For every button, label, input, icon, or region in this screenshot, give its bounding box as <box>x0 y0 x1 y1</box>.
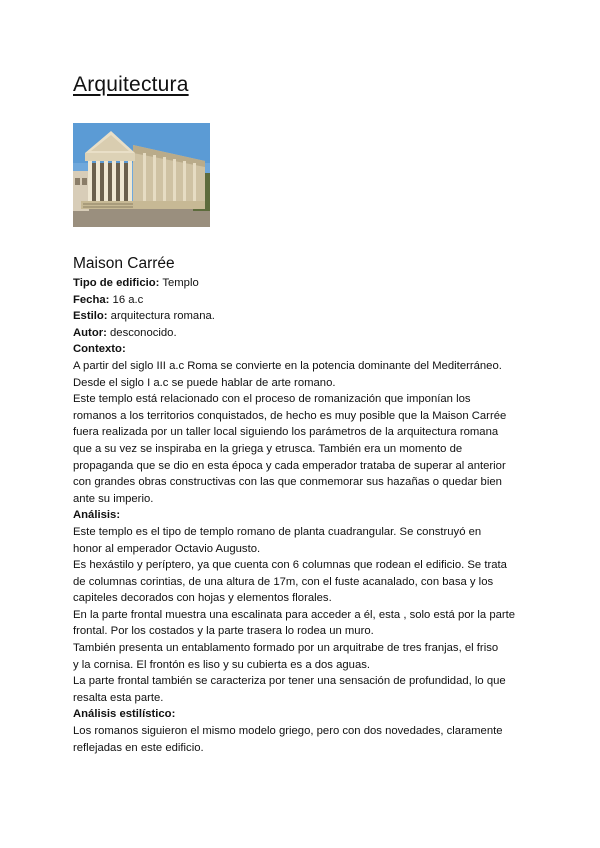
paragraph-line: También presenta un entablamento formado por un arquitrabe de tres franjas, el friso <box>73 642 499 655</box>
heading-text: Contexto: <box>73 343 126 356</box>
paragraph-line: resalta esta parte. <box>73 691 164 704</box>
paragraph-line: honor al emperador Octavio Augusto. <box>73 542 261 555</box>
page-title: Arquitectura <box>73 73 189 96</box>
paragraph-line: Este templo está relacionado con el proceso de romanización que imponían los <box>73 393 471 406</box>
paragraph-line: A partir del siglo III a.c Roma se convierte en la potencia dominante del Mediterráneo. <box>73 359 502 372</box>
section-heading-estilistico <box>73 706 533 723</box>
paragraph-line: Los romanos siguieron el mismo modelo griego, pero con dos novedades, claramente <box>73 725 503 738</box>
field-fecha <box>73 292 533 309</box>
field-label: Estilo: <box>73 310 108 323</box>
paragraph-line: que a su vez se inspiraba en la griega y etrusca. También era un momento de <box>73 442 463 455</box>
heading-text: Análisis: <box>73 509 121 522</box>
field-autor <box>73 325 533 342</box>
document-body <box>73 275 533 756</box>
paragraph-line: frontal. Por los costados y la parte trasera lo rodea un muro. <box>73 625 374 638</box>
field-label: Fecha: <box>73 293 110 306</box>
paragraph-line: La parte frontal también se caracteriza por tener una sensación de profundidad, lo que <box>73 675 506 688</box>
paragraph-line: reflejadas en este edificio. <box>73 741 204 754</box>
field-tipo <box>73 275 533 292</box>
paragraph-line: fuera realizada por un taller local siguiendo los parámetros de la arquitectura romana <box>73 426 499 439</box>
paragraph-line: y la cornisa. El frontón es liso y su cubierta es a dos aguas. <box>73 658 371 671</box>
field-value: 16 a.c <box>109 293 144 306</box>
field-label: Tipo de edificio: <box>73 277 160 289</box>
section-heading-contexto <box>73 341 533 358</box>
monument-name: Maison Carrée <box>73 255 175 272</box>
temple-photo <box>73 123 210 227</box>
paragraph-line: Es hexástilo y períptero, ya que cuenta con 6 columnas que rodean el edificio. Se trata <box>73 559 507 572</box>
paragraph-line: ante su imperio. <box>73 492 154 505</box>
paragraph-line: de columnas corintias, de una altura de 17m, con el fuste acanalado, con basa y los <box>73 575 494 588</box>
field-estilo <box>73 308 533 325</box>
paragraph-line: capiteles decorados con hojas y elementos florales. <box>73 592 332 605</box>
maison-carree-image <box>73 123 210 227</box>
field-value: Templo <box>159 277 199 289</box>
section-heading-analisis <box>73 507 533 524</box>
field-value: arquitectura romana. <box>107 310 215 323</box>
paragraph-line: propaganda que se dio en esta época y cada emperador trataba de superar al anterior <box>73 459 506 472</box>
field-value: desconocido. <box>106 326 177 339</box>
paragraph-line: romanos a los territorios conquistados, de hecho es muy posible que la Maison Carrée <box>73 409 507 422</box>
field-label: Autor: <box>73 326 107 339</box>
paragraph-line: con grandes obras constructivas con las que conmemorar sus hazañas o quedar bien <box>73 476 502 489</box>
paragraph-line: Este templo es el tipo de templo romano de planta cuadrangular. Se construyó en <box>73 525 482 538</box>
paragraph-line: Desde el siglo I a.c se puede hablar de arte romano. <box>73 376 336 389</box>
heading-text: Análisis estilístico: <box>73 708 176 721</box>
paragraph-line: En la parte frontal muestra una escalinata para acceder a él, esta , solo está por la parte <box>73 608 516 621</box>
